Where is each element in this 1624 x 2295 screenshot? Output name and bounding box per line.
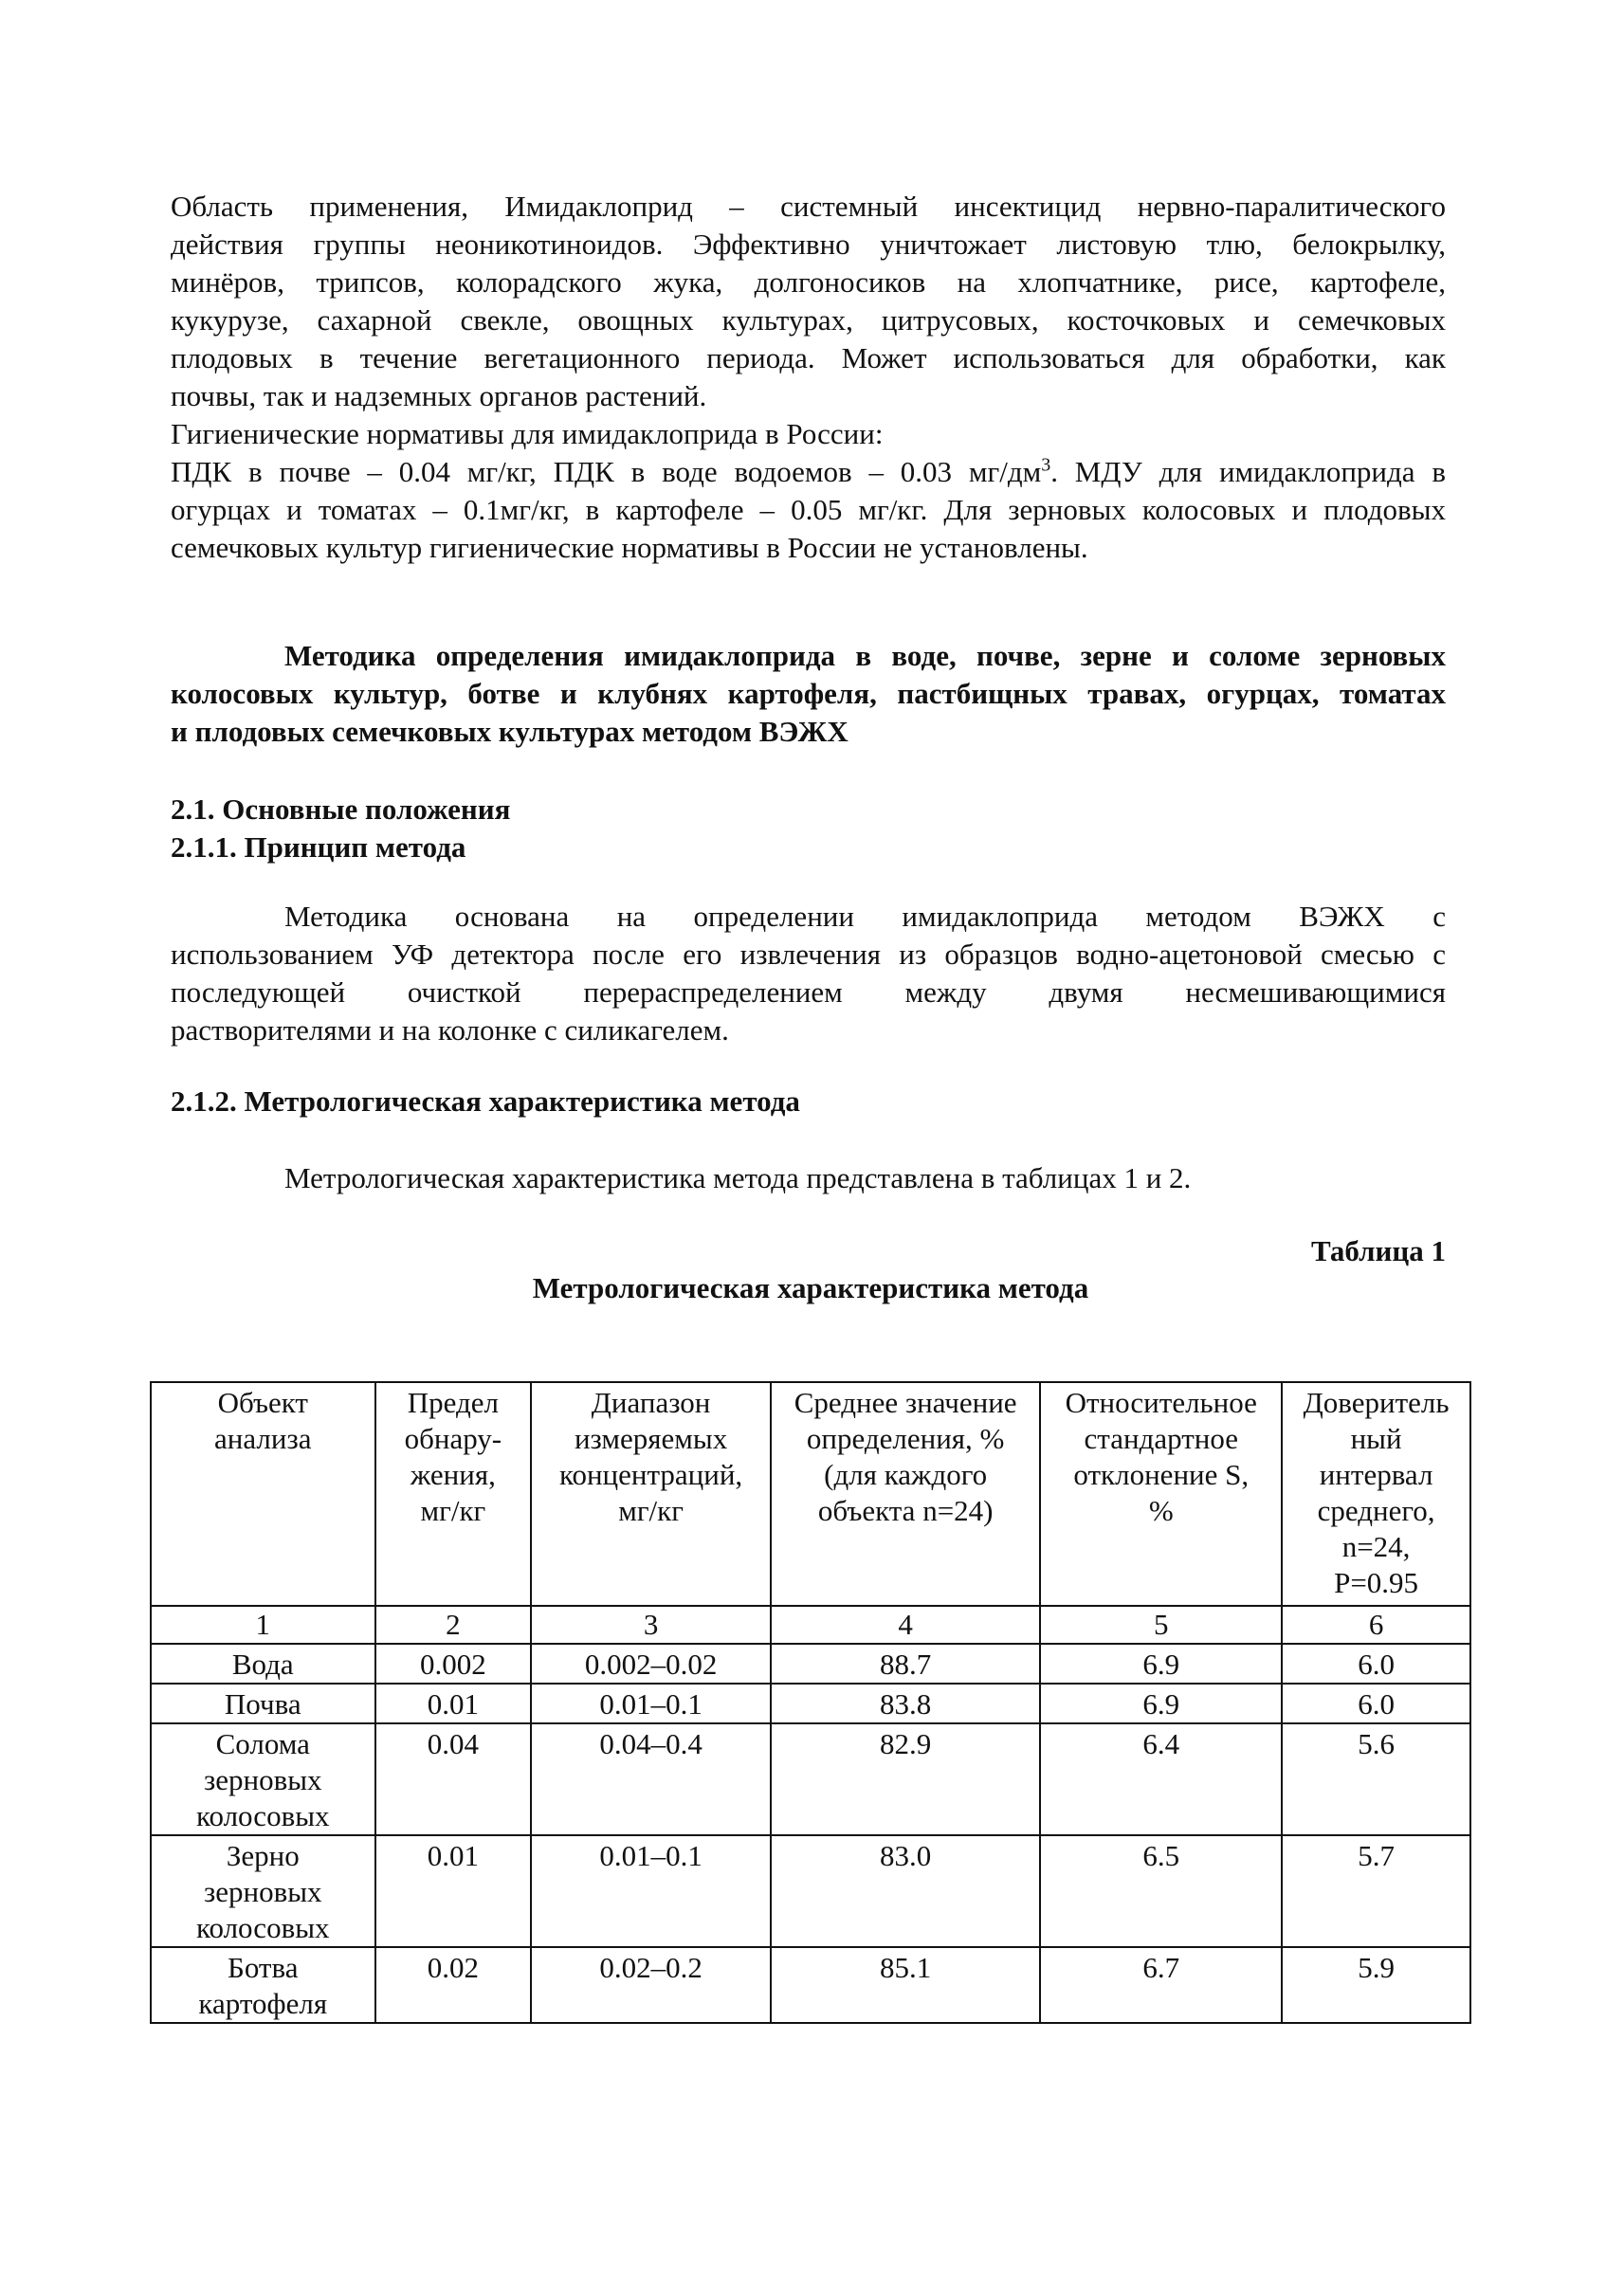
relative-sd-cell [1040, 1644, 1282, 1684]
concentration-range-cell-text: 0.002–0.02 [584, 1648, 718, 1681]
object-cell-text: Ботва [228, 1951, 299, 1984]
pdk-line [171, 453, 1446, 491]
detection-limit-cell-text: 0.01 [427, 1687, 479, 1721]
confidence-interval-cell-text: 5.7 [1358, 1839, 1395, 1872]
detection-limit-cell-text: 0.002 [419, 1648, 486, 1681]
confidence-interval-cell [1282, 1684, 1470, 1723]
table-header-cell-text: определения, % [806, 1422, 1005, 1455]
intro-paragraph [171, 188, 1446, 567]
table-header-cell-text: Объект [217, 1386, 308, 1419]
object-cell [151, 1947, 375, 2023]
mean-value-cell [771, 1723, 1040, 1835]
metrology-table [150, 1381, 1471, 2024]
table-header-cell-text: Среднее значение [794, 1386, 1017, 1419]
table-header-cell-text: стандартное [1084, 1422, 1238, 1455]
table-header-cell-text: мг/кг [420, 1494, 486, 1527]
table-header-cell-text: P=0.95 [1334, 1566, 1419, 1599]
column-number-cell-text: 4 [898, 1608, 913, 1641]
section-heading-2-1 [171, 791, 1446, 866]
detection-limit-cell-text: 0.01 [427, 1839, 479, 1872]
method-title-line: и плодовых семечковых культурах методом ВЭЖХ [171, 715, 848, 748]
confidence-interval-cell [1282, 1947, 1470, 2023]
confidence-interval-cell-text: 6.0 [1358, 1648, 1395, 1681]
column-number-cell [1282, 1606, 1470, 1644]
detection-limit-cell [375, 1644, 532, 1684]
column-number-cell [151, 1606, 375, 1644]
table-header-cell [531, 1382, 771, 1606]
mean-value-cell [771, 1947, 1040, 2023]
relative-sd-cell-text: 6.7 [1142, 1951, 1180, 1984]
object-cell [151, 1723, 375, 1835]
section-heading-2-1-2 [171, 1083, 1446, 1120]
confidence-interval-cell-text: 6.0 [1358, 1687, 1395, 1721]
table-header-cell-text: Диапазон [591, 1386, 711, 1419]
intro-line: кукурузе, сахарной свекле, овощных культурах, цитрусовых, косточковых и семечковых [171, 303, 1446, 337]
column-number-cell [531, 1606, 771, 1644]
confidence-interval-cell-text: 5.9 [1358, 1951, 1395, 1984]
table-title [109, 1269, 1512, 1307]
method-title [171, 637, 1446, 751]
column-number-cell [375, 1606, 532, 1644]
table-header-row [151, 1382, 1470, 1606]
detection-limit-cell [375, 1684, 532, 1723]
table-header-cell [771, 1382, 1040, 1606]
table-row [151, 1684, 1470, 1723]
table-header-cell-text: % [1148, 1494, 1174, 1527]
object-cell-text: Солома [215, 1727, 310, 1760]
mean-value-cell [771, 1684, 1040, 1723]
pdk-line-text: ПДК в почве – 0.04 мг/кг, ПДК в воде водоемов – 0.03 мг/дм [171, 455, 1042, 488]
object-cell-text: зерновых [203, 1875, 322, 1908]
mean-value-cell-text: 83.0 [880, 1839, 932, 1872]
mean-value-cell-text: 82.9 [880, 1727, 932, 1760]
intro-line: действия группы неоникотиноидов. Эффективно уничтожает листовую тлю, белокрылку, [171, 228, 1446, 261]
table-header-cell-text: Относительное [1065, 1386, 1257, 1419]
column-number-cell-text: 5 [1154, 1608, 1169, 1641]
object-cell [151, 1835, 375, 1947]
method-title-line: колосовых культур, ботве и клубнях картофеля, пастбищных травах, огурцах, томатах [171, 677, 1446, 710]
intro-line: почвы, так и надземных органов растений. [171, 379, 707, 412]
table-label-text: Таблица 1 [1311, 1234, 1446, 1267]
table-row [151, 1723, 1470, 1835]
confidence-interval-cell [1282, 1835, 1470, 1947]
detection-limit-cell [375, 1947, 532, 2023]
column-number-cell-text: 1 [255, 1608, 270, 1641]
concentration-range-cell-text: 0.01–0.1 [599, 1687, 703, 1721]
pdk-line: огурцах и томатах – 0.1мг/кг, в картофеле – 0.05 мг/кг. Для зерновых колосовых и плодовых [171, 493, 1446, 526]
concentration-range-cell-text: 0.02–0.2 [599, 1951, 703, 1984]
object-cell-text: зерновых [203, 1763, 322, 1796]
relative-sd-cell-text: 6.9 [1142, 1648, 1180, 1681]
confidence-interval-cell [1282, 1723, 1470, 1835]
concentration-range-cell-text: 0.04–0.4 [599, 1727, 703, 1760]
table-header-cell-text: измеряемых [574, 1422, 728, 1455]
intro-line: минёров, трипсов, колорадского жука, долгоносиков на хлопчатнике, рисе, картофеле, [171, 265, 1446, 299]
concentration-range-cell [531, 1947, 771, 2023]
detection-limit-cell-text: 0.04 [427, 1727, 479, 1760]
column-number-cell-text: 2 [446, 1608, 461, 1641]
table-header-cell [1282, 1382, 1470, 1606]
column-number-cell [771, 1606, 1040, 1644]
object-cell [151, 1644, 375, 1684]
concentration-range-cell [531, 1644, 771, 1684]
detection-limit-cell [375, 1723, 532, 1835]
relative-sd-cell-text: 6.4 [1142, 1727, 1180, 1760]
object-cell-text: Вода [231, 1648, 294, 1681]
table-header-cell-text: анализа [214, 1422, 312, 1455]
pdk-line: семечковых культур гигиенические нормативы в России не установлены. [171, 531, 1088, 564]
table-header-cell-text: среднего, [1317, 1494, 1435, 1527]
relative-sd-cell [1040, 1684, 1282, 1723]
concentration-range-cell [531, 1723, 771, 1835]
method-title-line: Методика определения имидаклоприда в воде, почве, зерне и соломе зерновых [284, 639, 1446, 672]
object-cell-text: Зерно [226, 1839, 300, 1872]
principle-line: последующей очисткой перераспределением между двумя несмешивающимися [171, 975, 1446, 1009]
section-2-1-2-text: 2.1.2. Метрологическая характеристика метода [171, 1084, 800, 1118]
table-header-cell-text: обнару- [404, 1422, 502, 1455]
mean-value-cell [771, 1644, 1040, 1684]
section-2-1-text: 2.1. Основные положения [171, 792, 511, 826]
principle-line: использованием УФ детектора после его извлечения из образцов водно-ацетоновой смесью с [171, 938, 1446, 971]
metrology-paragraph [171, 1159, 1446, 1197]
table-header-cell-text: объекта n=24) [817, 1494, 994, 1527]
metrology-text: Метрологическая характеристика метода представлена в таблицах 1 и 2. [284, 1161, 1192, 1194]
table-header-cell-text: отклонение S, [1073, 1458, 1250, 1491]
table-row [151, 1947, 1470, 2023]
table-header-cell-text: мг/кг [618, 1494, 684, 1527]
relative-sd-cell-text: 6.9 [1142, 1687, 1180, 1721]
table-row [151, 1644, 1470, 1684]
principle-line: растворителями и на колонке с силикагелем. [171, 1013, 729, 1047]
object-cell-text: колосовых [195, 1799, 330, 1832]
concentration-range-cell-text: 0.01–0.1 [599, 1839, 703, 1872]
concentration-range-cell [531, 1684, 771, 1723]
table-column-number-row [151, 1606, 1470, 1644]
pdk-superscript: 3 [1041, 454, 1051, 476]
mean-value-cell-text: 88.7 [880, 1648, 932, 1681]
relative-sd-cell [1040, 1723, 1282, 1835]
confidence-interval-cell-text: 5.6 [1358, 1727, 1395, 1760]
table-header-cell-text: жения, [410, 1458, 496, 1491]
table-header-cell [375, 1382, 532, 1606]
table-header-cell-text: концентраций, [558, 1458, 743, 1491]
detection-limit-cell [375, 1835, 532, 1947]
relative-sd-cell-text: 6.5 [1142, 1839, 1180, 1872]
section-2-1-1-text: 2.1.1. Принцип метода [171, 830, 466, 864]
pdk-line-text: . МДУ для имидаклоприда в [1050, 455, 1446, 488]
table-row [151, 1835, 1470, 1947]
detection-limit-cell-text: 0.02 [427, 1951, 479, 1984]
object-cell [151, 1684, 375, 1723]
confidence-interval-cell [1282, 1644, 1470, 1684]
concentration-range-cell [531, 1835, 771, 1947]
table-header-cell-text: Доверитель [1303, 1386, 1450, 1419]
column-number-cell-text: 3 [643, 1608, 659, 1641]
intro-line: плодовых в течение вегетационного периода. Может использоваться для обработки, как [171, 341, 1446, 374]
relative-sd-cell [1040, 1947, 1282, 2023]
table-header-cell-text: (для каждого [824, 1458, 988, 1491]
intro-line: Область применения, Имидаклоприд – системный инсектицид нервно-паралитического [171, 190, 1446, 223]
table-header-cell [151, 1382, 375, 1606]
object-cell-text: Почва [224, 1687, 301, 1721]
column-number-cell-text: 6 [1368, 1608, 1384, 1641]
principle-paragraph [171, 898, 1446, 1049]
table-header-cell-text: ный [1350, 1422, 1402, 1455]
table-title-text: Метрологическая характеристика метода [532, 1271, 1089, 1304]
table-header-cell-text: n=24, [1341, 1530, 1411, 1563]
mean-value-cell-text: 83.8 [880, 1687, 932, 1721]
relative-sd-cell [1040, 1835, 1282, 1947]
column-number-cell [1040, 1606, 1282, 1644]
hygiene-heading: Гигиенические нормативы для имидаклоприда в России: [171, 417, 884, 450]
object-cell-text: картофеля [198, 1987, 328, 2020]
mean-value-cell [771, 1835, 1040, 1947]
table-header-cell [1040, 1382, 1282, 1606]
table-header-cell-text: интервал [1319, 1458, 1433, 1491]
mean-value-cell-text: 85.1 [880, 1951, 932, 1984]
table-header-cell-text: Предел [407, 1386, 499, 1419]
object-cell-text: колосовых [195, 1911, 330, 1944]
principle-line: Методика основана на определении имидаклоприда методом ВЭЖХ с [284, 900, 1446, 933]
